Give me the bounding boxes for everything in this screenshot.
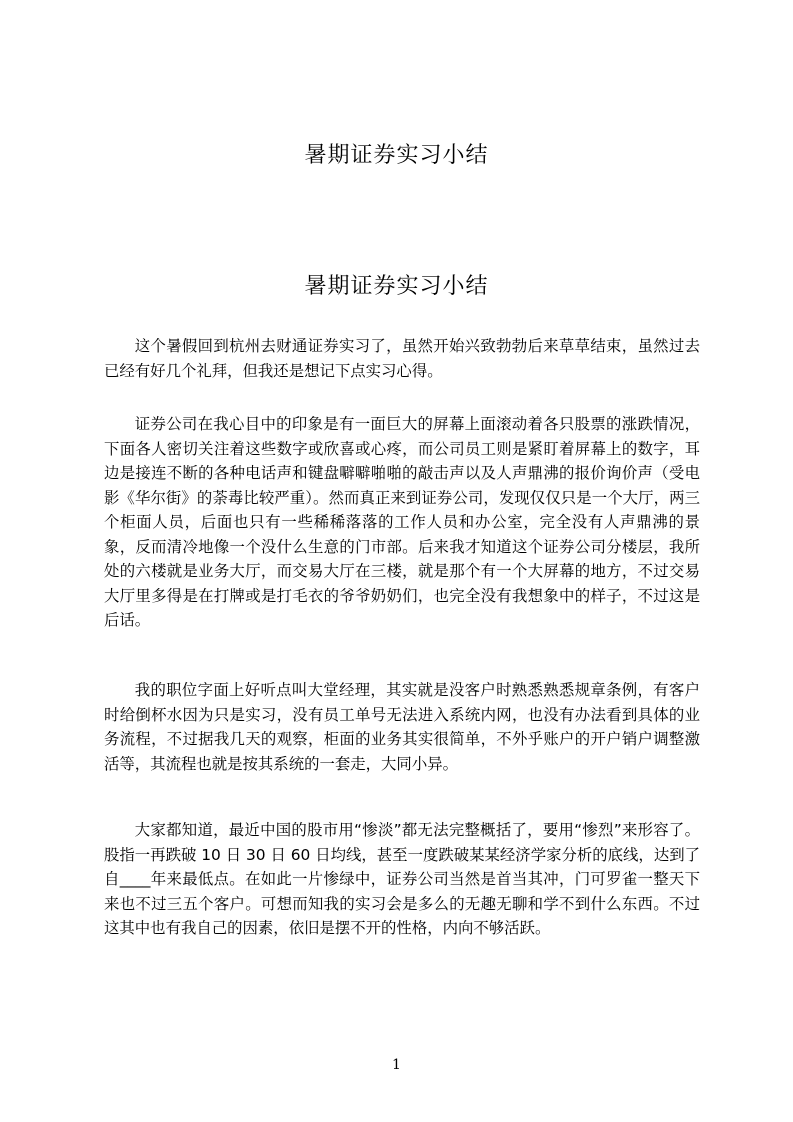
paragraph-impression: 证券公司在我心目中的印象是有一面巨大的屏幕上面滚动着各只股票的涨跌情况，下面各人密切关注着这些数字或欣喜或心疼，而公司员工则是紧盯着屏幕上的数字，耳边是接连不断的各种电话声和键盘噼噼啪啪的敲击声以及人声鼎沸的报价询价声（受电影《华尔街》的荼毒比较严重）。然而真正来到证券公司，发现仅仅只是一个大厅，两三个柜面人员，后面也只有一些稀稀落落的工作人员和办公室，完全没有人声鼎沸的景象，反而清冷地像一个没什么生意的门市部。后来我才知道这个证券公司分楼层，我所处的六楼就是业务大厅，而交易大厅在三楼，就是那个有一个大屏幕的地方，不过交易大厅里多得是在打牌或是打毛衣的爷爷奶奶们，也完全没有我想象中的样子，不过这是后话。 <box>104 415 700 629</box>
paragraph-market: 大家都知道，最近中国的股市用“惨淡”都无法完整概括了，要用“惨烈”来形容了。股指一再跌破 10 日 30 日 60 日均线，甚至一度跌破某某经济学家分析的底线，达到了自____年来最低点。在如此一片惨绿中，证券公司当然是首当其冲，门可罗雀一整天下来也不过三五个客户。可想而知我的实习会是多么的无趣无聊和学不到什么东西。不过这其中也有我自己的因素，依旧是摆不开的性格，内向不够活跃。 <box>104 821 700 937</box>
paragraph-position: 我的职位字面上好听点叫大堂经理，其实就是没客户时熟悉熟悉规章条例，有客户时给倒杯水因为只是实习，没有员工单号无法进入系统内网，也没有办法看到具体的业务流程，不过据我几天的观察，柜面的业务其实很简单，不外乎账户的开户销户调整激活等，其流程也就是按其系统的一套走，大同小异。 <box>104 681 700 773</box>
paragraph-intro: 这个暑假回到杭州去财通证券实习了，虽然开始兴致勃勃后来草草结束，虽然过去已经有好几个礼拜，但我还是想记下点实习心得。 <box>104 337 700 380</box>
page-number: 1 <box>392 1057 401 1073</box>
page-title: 暑期证券实习小结 <box>304 274 489 299</box>
page-header-title: 暑期证券实习小结 <box>304 143 489 168</box>
